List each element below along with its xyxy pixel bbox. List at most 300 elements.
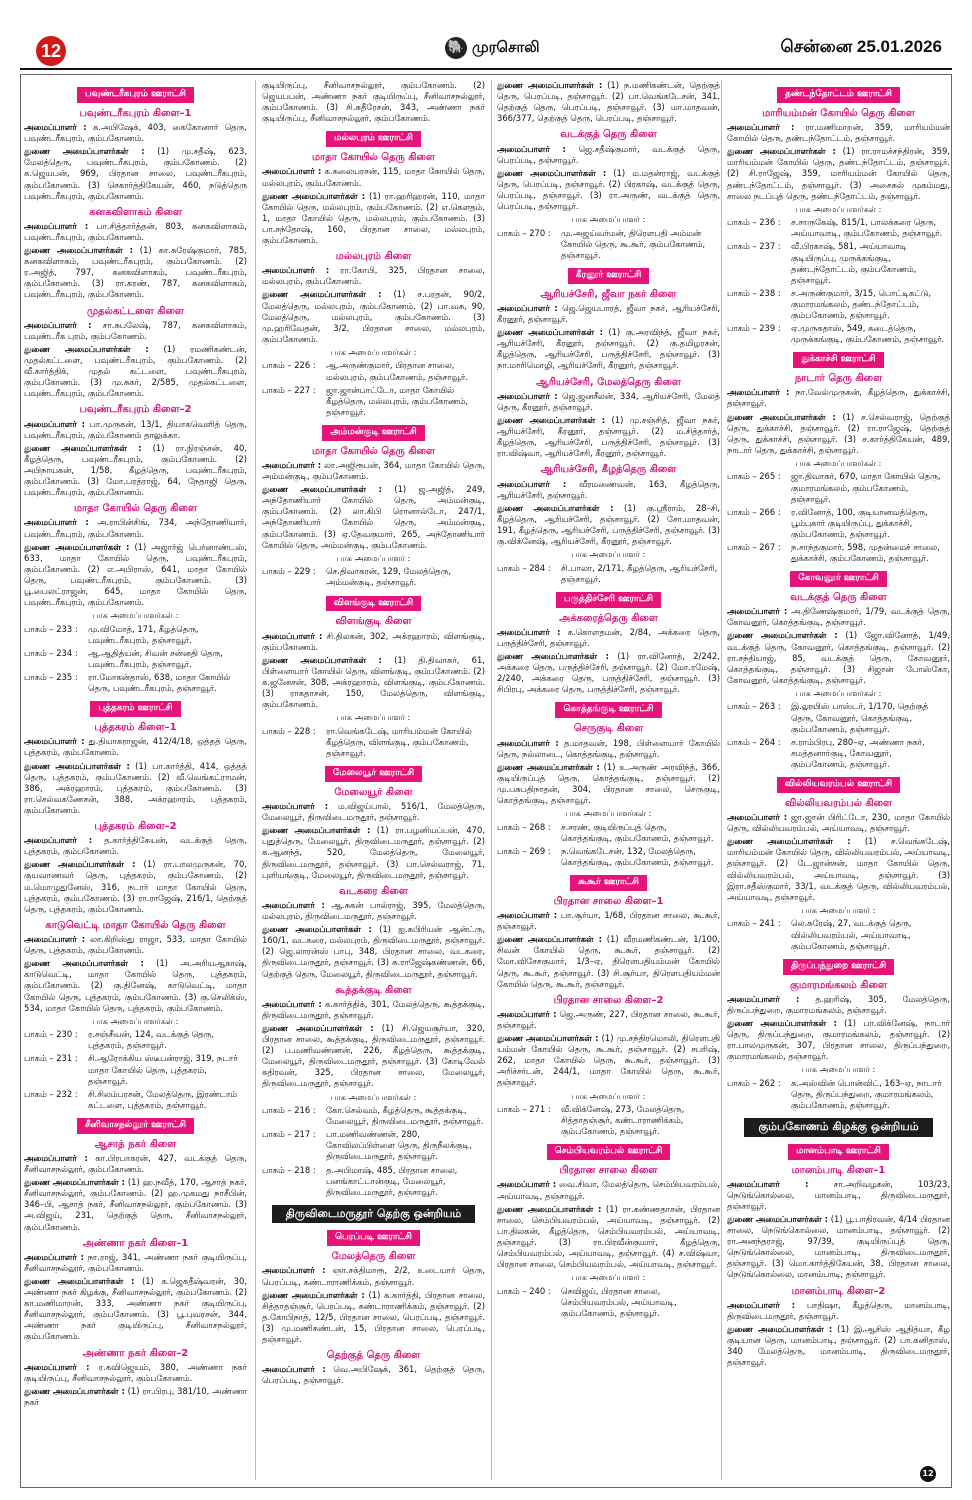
entry-text: ரா.மணிமாறன், 359, மாரியம்மன் கோயில் தெரு, தண்டந்தோட்டம், தஞ்சாவூர். <box>727 122 950 144</box>
branch-heading: மாதா கோயில் தெரு கிளை <box>312 152 435 164</box>
column-3 <box>497 80 720 1480</box>
branch-heading: மாரியம்மன் கோயில் தெரு கிளை <box>762 107 915 119</box>
organizer-entry <box>497 738 720 760</box>
entry-text: க.கொளதமன், 2/84, அக்கரை தெரு, பருத்திச்சேரி, தஞ்சாவூர். <box>497 626 720 648</box>
entry-text: ஜெ.ஜனசீலன், 334, ஆரியச்சேரி, மேலத் தெரு, கீரனூர், தஞ்சாவூர். <box>497 390 720 412</box>
entry-text: அ.ராபின்சிங், 734, அந்தோணியார், பவுண்டரீகபுரம், கும்பகோணம். <box>24 517 247 539</box>
dateline: சென்னை 25.01.2026 <box>780 37 942 56</box>
role-label: துணை அமைப்பாளர்கள் : <box>497 414 606 425</box>
organizer-entry <box>727 387 950 409</box>
panchayat-banner <box>727 777 950 793</box>
entry-text: து.தியாகராஜன், 412/4/18, ஒத்தத் தெரு, புத்தகரம், கும்பகோணம். <box>24 736 247 758</box>
organizer-entry <box>497 80 720 124</box>
organizer-entry <box>497 303 720 325</box>
booth-entry <box>727 737 950 770</box>
booth-text: ச.சரண், குடியிருப்புத் தெரு, கொத்தங்குடி, கும்பகோணம், தஞ்சாவூர். <box>561 821 714 843</box>
entry-text: (1) மு.சந்திரமொலி, திரௌபதி யம்மன் கோயில் தெரு, கூ.கூர், தஞ்சாவூர். (2) சபரிஷ், 262, மாதா கோயில் தெரு, கூ.கூர், தஞ்சாவூர். (3) அரிச்சர்டன், 244/1, மாதா கோயில் தெரு, கூ.கூர், தஞ்சாவூர். <box>497 1033 720 1088</box>
booth-entry <box>262 385 485 418</box>
role-label: துணை அமைப்பாளர்கள் : <box>727 146 836 157</box>
booth-entry <box>24 1029 247 1051</box>
role-label: அமைப்பாளர் : <box>497 1008 557 1019</box>
organizer-entry <box>262 1290 485 1345</box>
banner-text: மல்லபுரம் ஊராட்சி <box>326 131 421 147</box>
panchayat-banner <box>24 701 247 717</box>
entry-text: லா.அஜிரூபன், 364, மாதா கோயில் தெரு, அம்மன்குடி, கும்பகோணம். <box>262 460 485 482</box>
booth-entry <box>727 288 950 321</box>
role-label: அமைப்பாளர் : <box>497 143 566 154</box>
organizer-entry <box>24 1386 247 1408</box>
organizer-entry <box>24 934 247 956</box>
branch-heading: வில்லியவரம்பல் கிளை <box>784 797 893 809</box>
role-label: துணை அமைப்பாளர்கள் : <box>497 651 609 662</box>
booth-entry <box>727 542 950 564</box>
booth-entry <box>262 1105 485 1127</box>
role-label: அமைப்பாளர் : <box>262 899 325 910</box>
booth-text: சி.சிலம்பரசன், மேலத்தெரு, இரண்டாம் கட்டளை, புத்தகரம், தஞ்சாவூர். <box>88 1088 238 1110</box>
organizer-entry <box>497 415 720 459</box>
role-label: துணை அமைப்பாளர்கள் : <box>262 825 371 836</box>
column-2 <box>262 80 485 1480</box>
organizer-entry <box>262 484 485 551</box>
panchayat-banner <box>262 766 485 782</box>
branch-heading: செருகுடி கிளை <box>573 723 644 735</box>
organizer-entry <box>727 994 950 1016</box>
union-banner <box>727 1118 950 1137</box>
organizer-entry <box>497 1033 720 1088</box>
booth-entry <box>262 1165 485 1198</box>
branch-heading: காடுவெட்டி மாதா கோயில் தெரு கிளை <box>45 919 226 931</box>
banner-text: மானம்பாடி ஊராட்சி <box>788 1144 889 1160</box>
banner-text: திருப்பந்துறை ஊராட்சி <box>783 959 894 975</box>
role-label: துணை அமைப்பாளர்கள் : <box>262 654 382 665</box>
booth-section-title: பாக அமைப்பாளர் : <box>571 1273 646 1283</box>
entry-text: லா.கிறிஸ்து ராஜா, 533, மாதா கோயில் தெரு, புத்தகரம், கும்பகோணம். <box>24 934 247 956</box>
panchayat-banner <box>24 87 247 103</box>
organizer-entry <box>727 1018 950 1062</box>
booth-text: ந.வெங்கடேசன், 132, மேலத்தெரு, கொத்தங்குடி, கும்பகோணம், தஞ்சாவூர். <box>561 845 714 867</box>
organizer-entry <box>727 412 950 456</box>
organizer-entry <box>497 910 720 932</box>
role-label: துணை அமைப்பாளர்கள் : <box>497 761 600 772</box>
role-label: அமைப்பாளர் : <box>262 630 323 641</box>
booth-text: ச.ராம்பிரபு, 280–ஏ, அண்ணா நகர், சமத்தனார்குடி, கோவனூர், கும்பகோணம், தஞ்சாவூர். <box>791 736 925 769</box>
organizer-entry <box>24 761 247 816</box>
banner-text: துக்காச்சி ஊராட்சி <box>793 352 883 368</box>
banner-text: கொத்தங்குடி ஊராட்சி <box>555 702 661 718</box>
organizer-entry <box>262 166 485 188</box>
column-1 <box>24 80 247 1480</box>
banner-text: கும்பகோணம் கிழக்கு ஒன்றியம் <box>744 1118 932 1137</box>
role-label: அமைப்பாளர் : <box>727 122 795 133</box>
booth-label: பாகம் – 264 : <box>727 736 781 747</box>
booth-section-title: பாக அமைப்பாளர் : <box>571 550 646 560</box>
entry-text: ஆ.சுகன் பால்ராஜ், 395, மேலத்தெரு, மல்லபுரம், திருவிடைமருதூர், தஞ்சாவூர். <box>262 899 485 922</box>
role-label: அமைப்பாளர் : <box>24 220 89 231</box>
role-label: அமைப்பாளர் : <box>262 166 322 177</box>
booth-entry <box>727 701 950 734</box>
booth-text: ரா.வெங்கடேஷ், மாரியம்மன் கோயில் கீழத்தெரு, விளங்குடி, கும்பகோணம், தஞ்சாவூர். <box>326 725 472 758</box>
role-label: அமைப்பாளர் : <box>262 265 330 276</box>
organizer-entry <box>24 245 247 300</box>
booth-label: பாகம் – 231 : <box>24 1053 78 1064</box>
booth-entry <box>497 1104 720 1137</box>
entry-text: நா.வேல்முருகன், கீழத்தெரு, துக்காச்சி, தஞ்சாவூர். <box>727 387 950 409</box>
banner-text: கூகூர் ஊராட்சி <box>570 875 647 891</box>
entry-text: (1) ம.மதன்ராஜ், வடக்குத் தெரு, பெரப்படி, தஞ்சாவூர். (2) பிரகாஷ், வடக்குத் தெரு, பெரப்படி, தஞ்சாவூர். (3) ரா.அருண், வடக்குத் தெரு, பெரப்படி, தஞ்சாவூர். <box>497 167 720 212</box>
role-label: துணை அமைப்பாளர்கள் : <box>497 167 607 178</box>
organizer-entry <box>24 1252 247 1274</box>
role-label: அமைப்பாளர் : <box>727 1299 796 1310</box>
entry-text: (1) கா.சுரேஷ்குமார், 785, கனகவிளாகம், பவுண்டரீகபுரம், கும்பகோணம். (2) ர.அஜித், 797, கனகவிளாகம், பவுண்டரீகபுரம், கும்பகோணம். (3) ரா.கரண், 787, கனகவிளாகம், பவுண்டரீகபுரம், கும்பகோணம். <box>24 245 247 300</box>
booth-section-title: பாக அமைப்பாளர் : <box>571 1091 646 1101</box>
role-label: துணை அமைப்பாளர்கள் : <box>24 1385 125 1396</box>
entry-text: (1) பா.கார்த்தி, 414, ஒத்தத் தெரு, புத்தகரம், கும்பகோணம். (2) வீ.வெங்கட்ராமன், 386, அக்ரஹாரம், புத்தகரம், கும்பகோணம். (3) ரா.செல்வகணேசன், 388, அக்ரஹாரம், புத்தகரம், கும்பகோணம். <box>24 760 247 815</box>
entry-text: (1) ஜ.அஜித், 249, அந்தோணியார் கோயில் தெரு, அம்மன்குடி, கும்பகோணம். (2) லா.கிபி ரொனால்டோ, 247/1, அந்தோணியார் கோயில் தெரு, அம்மன்குடி, கும்பகோணம். (3) ஏ.தேவகுமார், 265, அந்தோணியார் கோயில் தெரு, அம்மன்குடி, கும்பகோணம். <box>262 484 485 550</box>
role-label: அமைப்பாளர் : <box>262 801 329 812</box>
role-label: துணை அமைப்பாளர்கள் : <box>262 289 382 300</box>
role-label: துணை அமைப்பாளர்கள் : <box>727 411 836 422</box>
entry-text: (1) பா.விக்னேஷ், நாடார் தெரு, திருப்பந்துறை, குமாரமங்கலம், தஞ்சாவூர். (2) ரா.பாலமுருகன், 307, பிரதான சாலை, திருப்பந்துறை, குமாரமங்கலம், தஞ்சாவூர். <box>727 1017 950 1062</box>
union-banner <box>262 1205 485 1224</box>
organizer-entry <box>497 651 720 695</box>
booth-section-title: பாக அமைப்பாளர்கள் : <box>795 204 882 214</box>
organizer-entry <box>262 801 485 823</box>
booth-label: பாகம் – 241 : <box>727 918 781 929</box>
booth-label: பாகம் – 233 : <box>24 623 78 634</box>
role-label: துணை அமைப்பாளர்கள் : <box>262 484 382 495</box>
entry-text: (1) இ.ஆசிஸ் ஆதித்யா, கீழ குடியான தெரு, மானம்பாடி, தஞ்சாவூர். (2) பா.கனிதாஸ், 340 மேலத்தெரு, மானம்பாடி, திருவிடைமருதூர், தஞ்சாவூர். <box>727 1323 950 1368</box>
branch-heading: தெற்குத் தெரு கிளை <box>326 1350 421 1362</box>
organizer-entry <box>24 443 247 498</box>
panchayat-banner <box>727 959 950 975</box>
entry-text: ரா.கோபி, 325, பிரதான சாலை, மல்லபுரம், கும்பகோணம். <box>262 265 485 287</box>
organizer-entry <box>262 460 485 482</box>
booth-section-title: பாக அமைப்பாளர்கள் : <box>330 1092 417 1102</box>
organizer-entry <box>262 825 485 880</box>
entry-text: (1) ரமணிகண்டன், முதல்கட்டளை, பவுண்டரீகபுரம், கும்பகோணம். (2) வீ.கார்த்திக், முதல் கட்டளை, பவுண்டரீகபுரம், கும்பகோணம். (3) மு.சுகர், 2/585, முதல்கட்டளை, பவுண்டரீகபுரம், கும்பகோணம். <box>24 343 247 399</box>
branch-heading: அண்ணா நகர் கிளை–2 <box>82 1347 189 1359</box>
booth-entry <box>727 323 950 345</box>
branch-heading: நாடார் தெரு கிளை <box>794 373 883 385</box>
header-rule <box>20 68 952 70</box>
booth-text: ஜா.திவாகர், 670, மாதா கோயில் தெரு, குமாரமங்கலம், கும்பகோணம், தஞ்சாவூர். <box>791 471 941 504</box>
role-label: துணை அமைப்பாளர்கள் : <box>727 1017 837 1028</box>
role-label: துணை அமைப்பாளர்கள் : <box>24 1177 126 1188</box>
column-divider <box>721 80 722 1480</box>
booth-text: ந.சாந்தகுமார், 598, முதன்மைச் சாலை, துக்காச்சி, கும்பகோணம், தஞ்சாவூர். <box>791 542 940 564</box>
organizer-entry <box>497 1009 720 1031</box>
booth-entry <box>24 624 247 646</box>
entry-text: (1) ரா.ராமச்சந்திரன், 359, மாரியம்மன் கோயில் தெரு, தண்டந்தோட்டம், தஞ்சாவூர். (2) சி.ராஜேஷ், 359, மாரியம்மன் கோயில் தெரு, தண்டந்தோட்டம், தஞ்சாவூர். (3) அசைசுல் முகம்மது, சாலை நடப்புத் தெரு, தண்டந்தோட்டம், தஞ்சாவூர். <box>727 146 950 201</box>
booth-entry <box>24 1089 247 1111</box>
booth-section-title: பாக அமைப்பாளர்கள் : <box>795 458 882 468</box>
role-label: துணை அமைப்பாளர்கள் : <box>24 442 142 453</box>
banner-text: பவுண்டரீகபுரம் ஊராட்சி <box>77 87 194 103</box>
organizer-entry <box>497 144 720 166</box>
organizer-entry <box>24 736 247 758</box>
organizer-entry <box>24 1362 247 1384</box>
organizer-entry <box>497 479 720 501</box>
booth-label: பாகம் – 218 : <box>262 1164 316 1175</box>
role-label: துணை அமைப்பாளர்கள் : <box>727 1323 833 1334</box>
organizer-entry <box>24 859 247 914</box>
booth-section-title: பாக அமைப்பாளர் : <box>801 905 876 915</box>
booth-section-title: பாக அமைப்பாளர்கள் : <box>795 688 882 698</box>
organizer-entry <box>262 1265 485 1287</box>
branch-heading: மேலையூர் கிளை <box>334 786 413 798</box>
booth-text: மு.விமோத், 171, கீழத்தெரு, பவுண்டரீகபுரம், தஞ்சாவூர். <box>88 623 199 645</box>
role-label: அமைப்பாளர் : <box>24 1251 84 1262</box>
role-label: துணை அமைப்பாளர்கள் : <box>24 541 130 552</box>
role-label: அமைப்பாளர் : <box>24 319 92 330</box>
entry-text: (1) அஜார்ஜ் பெர்னாண்டஸ், 633, மாதா கோயில் தெரு, பவுண்டரீகபுரம், கும்பகோணம். (2) எ.அபிராஸ், 641, மாதா கோயில் தெரு, பவுண்டரீகபுரம், கும்பகோணம். (3) பூ.பைலட்ராஜன், 645, மாதா கோயில் தெரு, பவுண்டரீகபுரம், கும்பகோணம். <box>24 541 247 608</box>
branch-heading: விளங்குடி கிளை <box>335 616 412 628</box>
entry-text: கா.பிரபாகரன், 427, வடக்குத் தெரு, சீனிவாசநல்லூர், கும்பகோணம். <box>24 1152 247 1175</box>
role-label: அமைப்பாளர் : <box>262 998 322 1009</box>
booth-text: ரா.மோகன்தாஸ், 638, மாதா கோயில் தெரு, பவுண்டரீகபுரம், தஞ்சாவூர். <box>88 672 231 694</box>
organizer-entry <box>24 835 247 857</box>
booth-section-title: பாக அமைப்பாளர்கள் : <box>92 1016 179 1026</box>
booth-text: ச.அருண்குமார், 3/15, பொட்டிகட்டு, குமாரமங்கலம், தண்டந்தோட்டம், கும்பகோணம், தஞ்சாவூர். <box>791 287 931 321</box>
role-label: அமைப்பாளர் : <box>24 122 87 133</box>
entry-text: (1) ந.மணிகண்டன், தெற்குத் தெரு, பெரப்படி, தஞ்சாவூர். (2) பா.வெங்கடேசன், 341, தெற்குத் தெரு, பெரப்படி, தஞ்சாவூர். (3) மா.மாதவன், 366/377, தெற்குத் தெரு, பெரப்படி, தஞ்சாவூர். <box>497 80 720 124</box>
booth-entry <box>24 672 247 694</box>
branch-heading: வடக்குத் தெரு கிளை <box>790 592 887 604</box>
booth-label: பாகம் – 238 : <box>727 287 781 298</box>
entry-text: த.ஹரிஷ், 305, மேலத்தெரு, திருப்பந்துறை, குமாரமங்கலம், தஞ்சாவூர். <box>727 993 950 1015</box>
branch-heading: பிரதான சாலை கிளை <box>559 1165 658 1177</box>
banner-text: சீனிவாசநல்லூர் ஊராட்சி <box>77 1118 194 1134</box>
entry-text: ஜெ.ஜெயபாரத், ஜீவா நகர், ஆரியச்சேரி, கீரனூர், தஞ்சாவூர். <box>497 303 720 325</box>
booth-label: பாகம் – 270 : <box>497 227 551 238</box>
booth-section-title: பாக அமைப்பாளர்கள் : <box>330 347 417 357</box>
booth-text: இ.லூயிஸ் பாஸ்டர், 1/170, தெற்குத் தெரு, கோவனூர், கொத்தங்குடி, கும்பகோணம், தஞ்சாவூர். <box>791 701 929 734</box>
booth-text: ஏ.முருகதாஸ், 549, கடைத்தெரு, முருக்கங்குடி, கும்பகோணம், தஞ்சாவூர். <box>791 323 945 345</box>
entry-text: (1) மு.சஞ்சித், ஜீவா நகர், ஆரியச்சேரி, கீரனூர், தஞ்சாவூர். (2) ம.சித்தார்த், கீழத்தெரு, ஆரியச்சேரி, பருத்திச்சேரி, தஞ்சாவூர். (3) ரா.விஷ்வா, ஆரியச்சேரி, கீரனூர், தஞ்சாவூர். <box>497 414 720 459</box>
panchayat-banner <box>497 875 720 891</box>
banner-text: கோவனூர் ஊராட்சி <box>790 571 887 587</box>
booth-text: சி.பாலா, 2/171, கீழத்தெரு, ஆரியச்சேரி, தஞ்சாவூர். <box>561 562 718 584</box>
organizer-entry <box>497 327 720 371</box>
organizer-entry <box>262 999 485 1021</box>
booth-text: ஆ.அருண்குமார், பிரதான சாலை, மல்லபுரம், கும்பகோணம், தஞ்சாவூர். <box>326 360 468 382</box>
booth-entry <box>727 507 950 540</box>
booth-label: பாகம் – 262 : <box>727 1077 781 1088</box>
organizer-entry <box>727 606 950 628</box>
entry-text: சா.சுபலேஷ், 787, கனகவிளாகம், பவுண்டரீக புரம், கும்பகோணம். <box>24 319 247 341</box>
booth-label: பாகம் – 263 : <box>727 701 781 712</box>
banner-text: விளங்குடி ஊராட்சி <box>326 596 421 612</box>
booth-entry <box>24 1053 247 1086</box>
organizer-entry <box>497 503 720 547</box>
branch-heading: புத்தகரம் கிளை–1 <box>94 722 177 734</box>
booth-text: லெ.சுரேஷ், 27, வடக்குத் தெரு, வில்லியவரம்பல், அய்யாவாடி, கும்பகோணம், தஞ்சாவூர். <box>791 918 912 951</box>
entry-text: வை.சிவா, மேலத்தெரு, செம்பியவரம்பல், அய்யாவடி, தஞ்சாவூர். <box>497 1179 720 1201</box>
branch-heading: பிரதான சாலை கிளை–1 <box>553 895 664 907</box>
organizer-entry <box>727 122 950 144</box>
panchayat-banner <box>727 1144 950 1160</box>
role-label: அமைப்பாளர் : <box>497 737 559 748</box>
banner-text: கீரனூர் ஊராட்சி <box>568 268 650 284</box>
role-label: அமைப்பாளர் : <box>727 993 800 1004</box>
entry-text: (1) ரா.பாலமுருகன், 70, குயவாணவர் தெரு, புத்தகரம், கும்பகோணம். (2) ம.மொழுதுனேஸ், 316, நடார் மாதா கோயில் தெரு, புத்தகரம், கும்பகோணம். (3) ரா.ராஜேஷ், 216/1, தெற்குத் தெரு, புத்தகரம், கும்பகோணம். <box>24 859 247 914</box>
branch-heading: வடகரை கிளை <box>339 885 408 897</box>
entry-text: (1) ச.வெங்கடேஷ், மாரியம்மன் கோயில் தெரு, வில்லியவரம்பல், அய்யாவடி, தஞ்சாவூர். (2) டே.ஜான்சன், மாதா கோயில் தெரு, வில்லியவரம்பல், அய்யாவடி, தஞ்சாவூர். (3) இரா.சதீஸ்குமார், 33/1, வடக்குத் தெரு, வில்லியவரம்பல், அய்யாவடி, தஞ்சாவூர். <box>727 836 950 902</box>
entry-text: அ.திணேஷ்குமார், 1/79, வடக்குத் தெரு, கோவனூர், கொத்தங்குடி, தஞ்சாவூர். <box>727 606 950 628</box>
role-label: அமைப்பாளர் : <box>727 1178 809 1189</box>
booth-text: ர.சஞ்சீவன், 124, வடக்குத் தெரு, புத்தகரம், தஞ்சாவூர். <box>88 1029 214 1051</box>
role-label: அமைப்பாளர் : <box>24 418 86 429</box>
entry-text: (1) ரா.ஹரிஹரன், 110, மாதா கோயில் தெரு, மல்லபுரம், கும்பகோணம். (2) எ.கௌதம், 1, மாதா கோயில் தெரு, மல்லபுரம், கும்பகோணம். (3) பா.சந்தோஷ், 160, பிரதான சாலை, மல்லபுரம், கும்பகோணம். <box>262 190 485 245</box>
panchayat-banner <box>727 571 950 587</box>
organizer-entry <box>497 934 720 989</box>
organizer-entry <box>262 289 485 344</box>
branch-heading: குமாரமங்கலம் கிளை <box>790 979 887 991</box>
booth-text: வீ.பிரகாஷ், 581, அய்யாவாடி குடியிருப்பு, முருக்கங்குடி, தண்டந்தோட்டம், கும்பகோணம், தஞ்சாவூர். <box>791 241 917 285</box>
booth-label: பாகம் – 236 : <box>727 217 781 228</box>
role-label: துணை அமைப்பாளர்கள் : <box>497 80 603 90</box>
organizer-entry <box>727 1179 950 1212</box>
panchayat-banner <box>727 87 950 103</box>
entry-text: (1) ரா.பழனியப்பன், 470, புதுத்தெரு, மேலையூர், திருவிடைமருதூர், தஞ்சாவூர். (2) க.ஆனந்த், 520, மேலத்தெரு, மேலையூர், திருவிடைமருதூர், தஞ்சாவூர். (3) பா.செல்வராஜ், 71, புளியங்குடி, மேலையூர், திருவிடைமருதூர், தஞ்சாவூர். <box>262 825 485 880</box>
organizer-entry <box>497 391 720 413</box>
organizer-entry <box>262 655 485 710</box>
organizer-entry <box>727 630 950 685</box>
branch-heading: மானம்பாடி கிளை–1 <box>791 1164 886 1176</box>
entry-text: (1) வீரமணிகண்டன், 1/100, சிவன் கோயில் தெரு, கூ.கூர், தஞ்சாவூர். (2) மோ.விசேசகுமார், 1/3–ஏ, திரௌபதியம்மன் கோயில் தெரு, கூ.கூர், தஞ்சாவூர். (3) சி.சூர்யா, திரௌபதியம்மன் கோயில் தெரு, கூ.கூர், தஞ்சாவூர். <box>497 934 720 989</box>
organizer-entry <box>727 1214 950 1281</box>
role-label: அமைப்பாளர் : <box>497 390 558 401</box>
role-label: அமைப்பாளர் : <box>24 934 86 945</box>
panchayat-banner <box>497 702 720 718</box>
booth-label: பாகம் – 268 : <box>497 821 551 832</box>
booth-label: பாகம் – 226 : <box>262 360 316 371</box>
role-label: துணை அமைப்பாளர்கள் : <box>727 1214 828 1224</box>
panchayat-banner <box>262 1230 485 1246</box>
organizer-entry <box>262 1023 485 1090</box>
role-label: அமைப்பாளர் : <box>262 1364 326 1375</box>
branch-heading: மாதா கோயில் தெரு கிளை <box>312 445 435 457</box>
banner-text: பெரப்படி ஊராட்சி <box>327 1230 420 1246</box>
entry-text: க.கார்த்திக், 301, மேலத்தெரு, கூத்தக்குடி, திருவிடைமருதூர், தஞ்சாவூர். <box>262 998 485 1020</box>
role-label: அமைப்பாளர் : <box>24 517 89 528</box>
panchayat-banner <box>497 1144 720 1160</box>
entry-text: (1) ரா.கண்ணதாசன், பிரதான சாலை, செம்பியவரம்பல், அய்யாவடி, தஞ்சாவூர். (2) பா.திலகன், கீழத்தெரு, செம்பியவரம்பல், அய்யாவடி, தஞ்சாவூர். (3) ரா.பிரவீன்குமார், கீழத்தெரு, செம்பியவரம்பல், அய்யாவடி, தஞ்சாவூர். (4) ச.விஷ்வா, பிரதான சாலை, செம்பியவரம்பல், அய்யாவடி, தஞ்சாவூர். <box>497 1203 720 1270</box>
booth-text: பா.மணிவண்ணன், 280, கோவிலப்பிள்ளை தெரு, திருநீலக்குடி, திருவிடைமருதூர், தஞ்சாவூர். <box>326 1129 472 1162</box>
branch-heading: அண்ணா நகர் கிளை–1 <box>82 1237 189 1249</box>
column-divider <box>491 80 492 1480</box>
entry-text: (1) கு.அரவிந்த், ஜீவா நகர், ஆரியச்சேரி, கீரனூர், தஞ்சாவூர். (2) கு.தமிழரசன், கீழத்தெரு, ஆரியச்சேரி, பருத்திச்சேரி, தஞ்சாவூர். (3) நா.மாரிமொழி, ஆரியச்சேரி, கீரனூர், தஞ்சாவூர். <box>497 327 720 371</box>
column-divider <box>255 80 256 1480</box>
banner-text: பருத்திச்சேரி ஊராட்சி <box>556 592 661 608</box>
banner-text: செம்பியவரம்பல் ஊராட்சி <box>547 1144 671 1160</box>
booth-label: பாகம் – 266 : <box>727 506 781 517</box>
role-label: அமைப்பாளர் : <box>24 1361 90 1372</box>
booth-text: ர.வினோத், 100, குடியானவத்தெரு, பூம்புகார் குடியிருப்பு, துக்காச்சி, கும்பகோணம், தஞ்சாவூர். <box>791 506 928 539</box>
entry-text: (1) ரா.வினோத், 2/242, அக்கரை தெரு, பருத்திச்சேரி, தஞ்சாவூர். (2) மோ.ரமேஷ், 2/240, அக்கரை தெரு, பருத்திச்சேரி, தஞ்சாவூர். (3) சிபிரபு, அக்கரை தெரு, பருத்திச்சேரி, தஞ்சாவூர். <box>497 651 720 695</box>
booth-section-title: பாக அமைப்பாளர் : <box>336 713 411 723</box>
entry-text: ஞா.சக்திமாரூ, 2/2, உடையார் தெரு, பெரப்படி, கண்டாராணிக்கம், தஞ்சாவூர். <box>262 1265 485 1287</box>
booth-text: சி.ஆரோக்கிய ஸ்டீபன்ராஜ், 319, நடார் மாதா கோயில் தெரு, புத்தகரம், தஞ்சாவூர். <box>88 1053 238 1086</box>
entry-text: வெ.அபிஷேக், 361, தெற்குத் தெரு, பெரப்படி, தஞ்சாவூர். <box>262 1364 485 1386</box>
role-label: துணை அமைப்பாளர்கள் : <box>24 859 136 870</box>
organizer-entry <box>24 146 247 201</box>
booth-entry <box>262 360 485 382</box>
role-label: அமைப்பாளர் : <box>262 460 322 471</box>
booth-label: பாகம் – 235 : <box>24 672 78 683</box>
role-label: அமைப்பாளர் : <box>727 387 790 398</box>
organizer-entry <box>497 1204 720 1271</box>
organizer-entry <box>24 344 247 399</box>
role-label: அமைப்பாளர் : <box>727 812 788 823</box>
organizer-entry <box>262 265 485 287</box>
entry-text: (1) ஜோ.வினோத், 1/49, வடக்குத் தெரு, கோவனூர், கொத்தங்குடி, தஞ்சாவூர். (2) ரா.சந்தியாஜ், 85, வடக்குத் தெரு, கோவனூர், கொத்தங்குடி, தஞ்சாவூர். (3) சிஜான் போஸ்கோ, கோவனூர், கொத்தங்குடி, தஞ்சாவூர். <box>727 630 950 685</box>
continued-text: குடியிருப்பு, சீனிவாசநல்லூர், கும்பகோணம். (2) ஜெயபபன், அண்ணா நகர் குடியிருப்பு, சீனிவாசநல்லூர், கும்பகோணம். (3) சி.சுதீரேசன், 343, அண்ணா நகர் குடியிருப்பு, சீனிவாசநல்லூர், கும்பகோணம். <box>262 80 485 124</box>
entry-text: வீரமணைவன், 163, கீழத்தெரு, ஆரியச்சேரி, தஞ்சாவூர். <box>497 478 720 500</box>
entry-text: ஜெ.அருண், 227, பிரதான சாலை, கூ.கூர், தஞ்சாவூர். <box>497 1008 720 1030</box>
entry-text: (1) பூ.பாதிரவன், 4/14 பிரதான சாலை, நெடுங்கொல்லை, மானம்பாடி, தஞ்சாவூர். (2) ரா.அனந்தராஜ், 97/39, குடியிருப்புத் தெரு, நெடுங்கொல்லை, மானம்பாடி, திருவிடைமருதூர், தஞ்சாவூர். (3) மொ.கார்த்திகேயன், 38, பிரதான சாலை, நெடுங்கொல்லை, மானம்பாடி, தஞ்சாவூர். <box>727 1214 950 1280</box>
booth-label: பாகம் – 228 : <box>262 725 316 736</box>
entry-text: (1) ஹ.நவீத், 170, ஆசாத் நகர், சீனிவாசநல்லூர், கும்பகோணம். (2) ஹ.முகமது நாசீபின், 346–பி, ஆசாத் நகர், சீனிவாசநல்லூர், கும்பகோணம். (3) அ.விஜய், 231, தெற்குத் தெரு, சீனிவாசநல்லூர், கும்பகோணம். <box>24 1177 247 1232</box>
booth-label: பாகம் – 229 : <box>262 566 316 577</box>
entry-text: (1) சி.ஜெயசூர்யா, 320, பிரதான சாலை, கூத்தக்குடி, திருவிடைமருதூர், தஞ்சாவூர். (2) ப.மணிவண்ணன், 226, கீழத்தெரு, கூத்தக்குடி, மேலையூர், திருவிடைமருதூர், தஞ்சாவூர். (3) கோடிவேல் கதிரவன், 325, பிரதான சாலை, மேலையூர், திருவிடைமருதூர், தஞ்சாவூர். <box>262 1022 485 1089</box>
panchayat-banner <box>262 131 485 147</box>
entry-text: (1) ரா.நிரஞ்சன், 40, கீழத்தெரு, பவுண்டரீகபுரம், கும்பகோணம். (2) அபிநாயகன், 1/58, கீழத்தெரு, பவுண்டரீகபுரம், கும்பகோணம். (3) மோ.பரத்ராஜ், 64, நேதாஜி தெரு, பவுண்டரீகபுரம், கும்பகோணம். <box>24 442 247 498</box>
entry-text: (1) ச.பரதன், 90/2, மேலத்தெரு, மல்லபுரம், கும்பகோணம். (2) பா.வசு, 90, மேலத்தெரு, மல்லபுரம், கும்பகோணம். (3) மு.ஹரிவேதன், 3/2, பிரதான சாலை, மல்லபுரம், கும்பகோணம். <box>262 289 485 344</box>
entry-text: பா.முருகன், 13/1, தியாகவெளித் தெரு, பவுண்டரீகபுரம், கும்பகோணம் தாலுக்கா. <box>24 418 247 440</box>
role-label: துணை அமைப்பாளர்கள் : <box>727 836 851 847</box>
booth-label: பாகம் – 216 : <box>262 1105 316 1116</box>
booth-label: பாகம் – 240 : <box>497 1285 551 1296</box>
branch-heading: ஆசாத் நகர் கிளை <box>94 1138 177 1150</box>
role-label: துணை அமைப்பாளர்கள் : <box>24 245 133 256</box>
entry-text: ஜெ.சதீஷ்குமார், வடக்குத் தெரு, பெரப்படி, தஞ்சாவூர். <box>497 143 720 165</box>
role-label: துணை அமைப்பாளர்கள் : <box>262 1289 365 1300</box>
booth-label: பாகம் – 232 : <box>24 1088 78 1099</box>
panchayat-banner <box>24 1118 247 1134</box>
organizer-entry <box>727 836 950 903</box>
role-label: துணை அமைப்பாளர்கள் : <box>24 958 144 969</box>
role-label: அமைப்பாளர் : <box>497 910 558 921</box>
branch-heading: முதல்கட்டளை கிளை <box>87 305 184 317</box>
entry-text: (1) உ.அருண் அரவிந்த், 366, குடியிருப்புத் தெரு, கொத்தங்குடி, தஞ்சாவூர். (2) மு.பசுபதிநாதன், 304, பிரதான சாலை, செருகுடி, கொத்தங்குடி, தஞ்சாவூர். <box>497 761 720 805</box>
organizer-entry <box>262 1364 485 1386</box>
organizer-entry <box>24 122 247 144</box>
booth-label: பாகம் – 239 : <box>727 323 781 334</box>
organizer-entry <box>24 517 247 539</box>
organizer-entry <box>24 542 247 609</box>
organizer-entry <box>497 168 720 212</box>
branch-heading: பவுண்டரீகபுரம் கிளை–1 <box>79 107 192 119</box>
booth-entry <box>262 566 485 588</box>
entry-text: ஜா.ஜான் பிரிட்டோ, 230, மாதா கோயில் தெரு, வில்லியவரம்பல், அய்யாவடி, தஞ்சாவூர். <box>727 812 950 834</box>
branch-heading: வடக்குத் தெரு கிளை <box>560 129 657 141</box>
booth-entry <box>262 726 485 759</box>
column-4 <box>727 80 950 1480</box>
entry-text: (1) ச.செல்வராஜ், தெற்குத் தெரு, துக்காச்சி, தஞ்சாவூர். (2) ரா.ராஜேஷ், தெற்குத் தெரு, துக்காச்சி, தஞ்சாவூர். (3) ச.கார்த்திகேயன், 489, நாடார் தெரு, துக்காச்சி, தஞ்சாவூர். <box>727 411 950 455</box>
booth-entry <box>497 228 720 261</box>
banner-text: வில்லியவரம்பல் ஊராட்சி <box>777 777 900 793</box>
booth-label: பாகம் – 227 : <box>262 384 316 395</box>
branch-heading: மல்லபுரம் கிளை <box>335 251 412 263</box>
organizer-entry <box>497 762 720 806</box>
entry-text: த.மாதவன், 198, பிள்ளையார் கோயில் தெரு, நல்லாடை, கொத்தங்குடி, தஞ்சாவூர். <box>497 737 720 759</box>
banner-text: மேலையூர் ஊராட்சி <box>325 766 422 782</box>
organizer-entry <box>727 812 950 834</box>
entry-text: ம.விஜய்பால், 516/1, மேலத்தெரு, மேலையூர், திருவிடைமருதூர், தஞ்சாவூர். <box>262 801 485 823</box>
entry-text: பாதிஷா, கீழத்தெரு, மானம்பாடி, திருவிடைமருதூர், தஞ்சாவூர். <box>727 1299 950 1321</box>
organizer-entry <box>262 191 485 246</box>
